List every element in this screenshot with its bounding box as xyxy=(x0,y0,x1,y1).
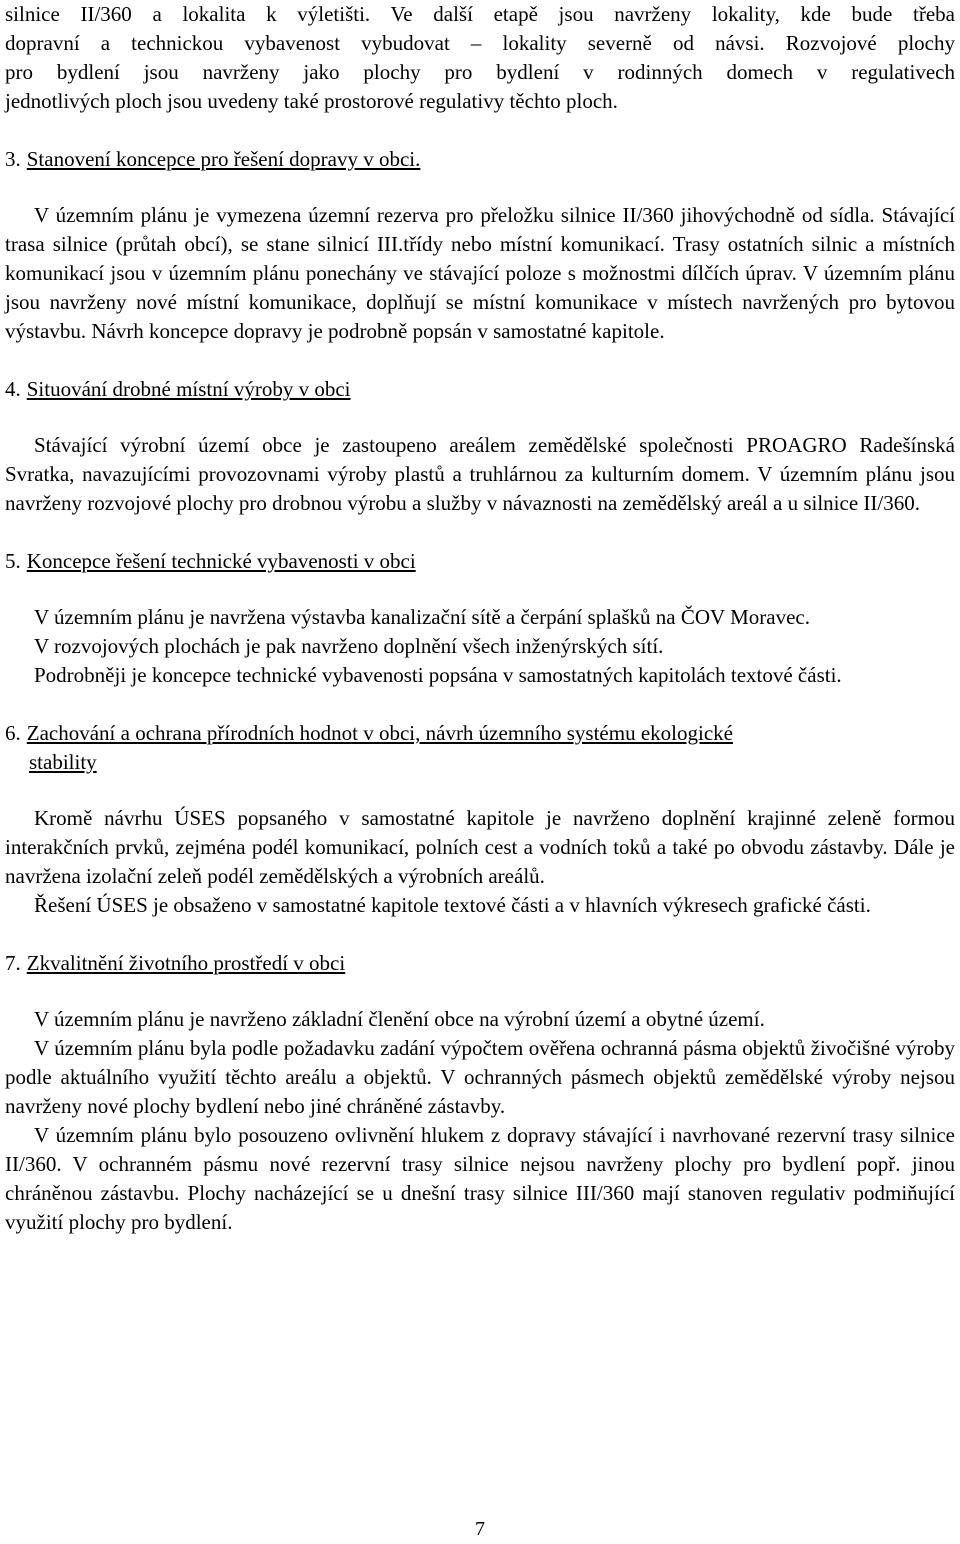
paragraph-text: Kromě návrhu ÚSES popsaného v samostatné kapitole je navrženo doplnění krajinné zeleně formou interakčních prvků, zejména podél komunikací, polních cest a vodních toků a také po obvodu zástavby. Dále je navržena izolační zeleň podél zemědělských a výrobních areálů. xyxy=(5,806,955,888)
intro-line: dopravní a technickou vybavenost vybudovat – lokality severně od návsi. Rozvojové plochy xyxy=(5,31,955,55)
paragraph-text: V územním plánu byla podle požadavku zadání výpočtem ověřena ochranná pásma objektů živočišné výroby podle aktuálního využití těchto areálu a objektů. V ochranných pásmech objektů zemědělské výroby nejsou navrženy nové plochy bydlení nebo jiné chráněné zástavby. xyxy=(5,1036,955,1118)
section-title: Stanovení koncepce pro řešení dopravy v obci. xyxy=(26,147,421,171)
document-page xyxy=(5,0,955,1237)
section-6-paragraph-2 xyxy=(5,891,955,920)
section-number: 3. xyxy=(5,147,21,171)
section-7-paragraph-1 xyxy=(5,1005,955,1034)
section-5-paragraph-1 xyxy=(5,603,955,632)
paragraph-text: Podrobněji je koncepce technické vybavenosti popsána v samostatných kapitolách textové části. xyxy=(34,663,842,687)
section-title: Zachování a ochrana přírodních hodnot v obci, návrh územního systému ekologické xyxy=(26,721,733,745)
intro-paragraph xyxy=(5,0,955,116)
section-7-paragraph-2 xyxy=(5,1034,955,1121)
section-number: 7. xyxy=(5,951,21,975)
paragraph-text: Stávající výrobní území obce je zastoupeno areálem zemědělské společnosti PROAGRO Radešínská Svratka, navazujícími provozovnami výroby plastů a truhlárnou za kulturním domem. V územním plánu jsou navrženy rozvojové plochy pro drobnou výrobu a služby v návaznosti na zemědělský areál a u silnice II/360. xyxy=(5,433,955,515)
section-5-heading xyxy=(5,547,955,576)
section-7-paragraph-3 xyxy=(5,1121,955,1237)
paragraph-text: V územním plánu je vymezena územní rezerva pro přeložku silnice II/360 jihovýchodně od sídla. Stávající trasa silnice (průtah obcí), se stane silnicí III.třídy nebo místní komunikací. Trasy ostatních silnic a místních komunikací jsou v územním plánu ponechány ve stávající poloze s možnostmi dílčích úprav. V územním plánu jsou navrženy nové místní komunikace, doplňují se místní komunikace v místech navržených pro bytovou výstavbu. Návrh koncepce dopravy je podrobně popsán v samostatné kapitole. xyxy=(5,203,955,343)
paragraph-text: V rozvojových plochách je pak navrženo doplnění všech inženýrských sítí. xyxy=(34,634,664,658)
intro-line: jednotlivých ploch jsou uvedeny také prostorové regulativy těchto ploch. xyxy=(5,89,618,113)
intro-line: silnice II/360 a lokalita k výletišti. Ve další etapě jsou navrženy lokality, kde bude třeba xyxy=(5,2,955,26)
section-6-heading-cont xyxy=(5,748,955,777)
section-title: Zkvalitnění životního prostředí v obci xyxy=(26,951,346,975)
page-number: 7 xyxy=(475,1518,485,1540)
section-5-paragraph-2 xyxy=(5,632,955,661)
section-title: Koncepce řešení technické vybavenosti v obci xyxy=(26,549,416,573)
section-number: 6. xyxy=(5,721,21,745)
paragraph-text: V územním plánu je navržena výstavba kanalizační sítě a čerpání splašků na ČOV Moravec. xyxy=(34,605,810,629)
section-title: stability xyxy=(29,750,97,774)
section-title: Situování drobné místní výroby v obci xyxy=(26,377,351,401)
section-4-heading xyxy=(5,375,955,404)
section-number: 5. xyxy=(5,549,21,573)
section-number: 4. xyxy=(5,377,21,401)
section-6-paragraph-1 xyxy=(5,804,955,891)
section-4-paragraph xyxy=(5,431,955,518)
paragraph-text: V územním plánu je navrženo základní členění obce na výrobní území a obytné území. xyxy=(34,1007,765,1031)
section-3-paragraph xyxy=(5,201,955,346)
intro-line: pro bydlení jsou navrženy jako plochy pro bydlení v rodinných domech v regulativech xyxy=(5,60,955,84)
paragraph-text: Řešení ÚSES je obsaženo v samostatné kapitole textové části a v hlavních výkresech grafické části. xyxy=(34,893,871,917)
section-3-heading xyxy=(5,145,955,174)
section-5-paragraph-3 xyxy=(5,661,955,690)
section-6-heading xyxy=(5,719,955,748)
paragraph-text: V územním plánu bylo posouzeno ovlivnění hlukem z dopravy stávající i navrhované rezervní trasy silnice II/360. V ochranném pásmu nové rezervní trasy silnice nejsou navrženy plochy pro bydlení popř. jinou chráněnou zástavbu. Plochy nacházející se u dnešní trasy silnice III/360 mají stanoven regulativ podmiňující využití plochy pro bydlení. xyxy=(5,1123,955,1234)
section-7-heading xyxy=(5,949,955,978)
